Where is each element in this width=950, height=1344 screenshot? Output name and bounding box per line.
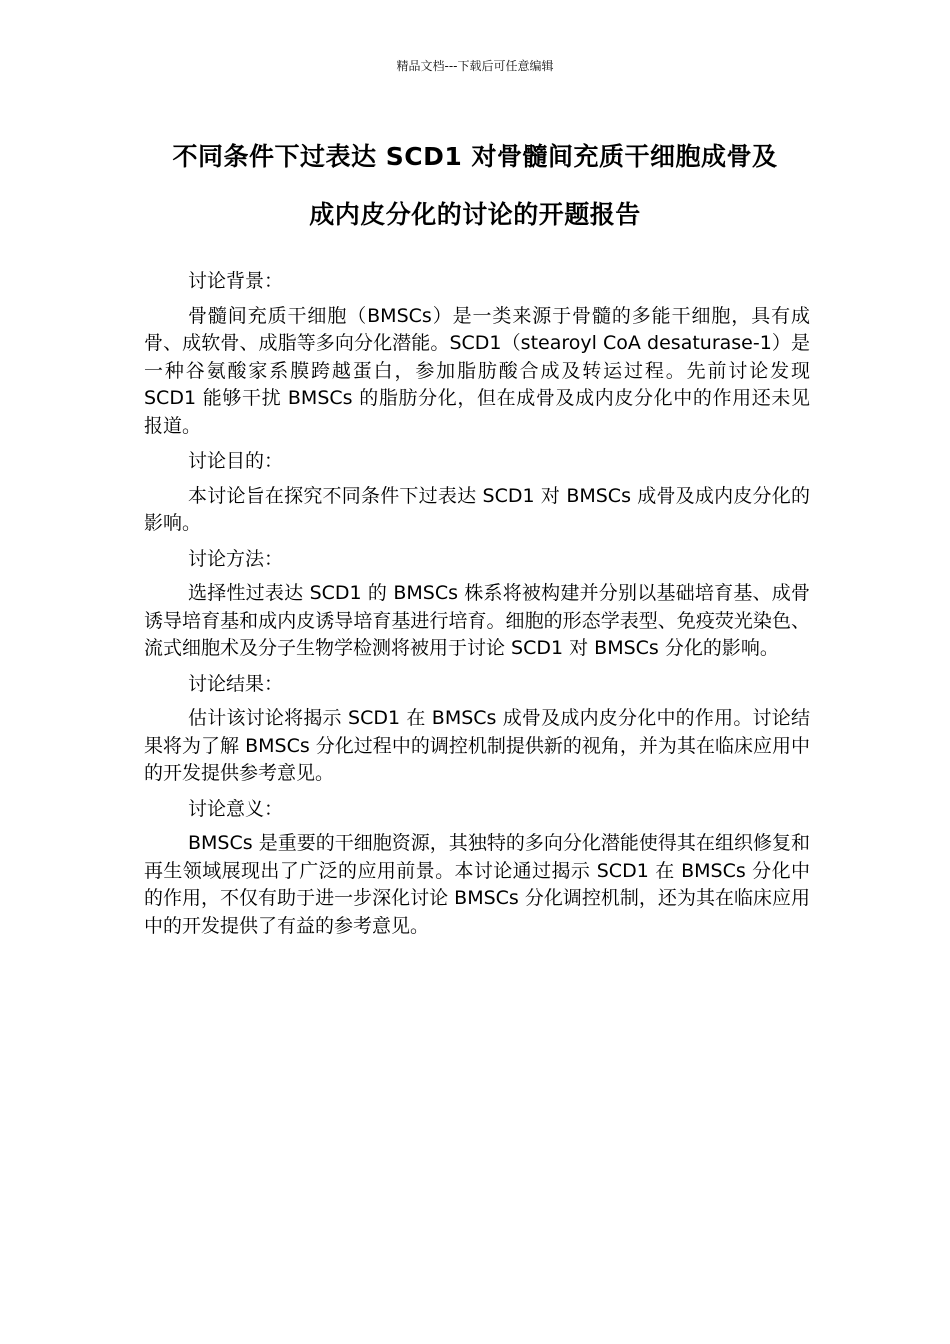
title-line-2: 成内皮分化的讨论的开题报告: [309, 200, 641, 229]
section-method: [144, 546, 810, 663]
section-heading: 讨论目的：: [188, 450, 284, 472]
section-paragraph: 骨髓间充质干细胞（BMSCs）是一类来源于骨髓的多能干细胞，具有成骨、成软骨、成脂等多向分化潜能。SCD1（stearoyl CoA desaturase-1）是一种谷氨酸家系膜跨越蛋白，参加脂肪酸合成及转运过程。先前讨论发现 SCD1 能够干扰 BMSCs 的脂肪分化，但在成骨及成内皮分化中的作用还未见报道。: [144, 304, 810, 437]
document-title: [135, 128, 815, 244]
document-body: [144, 268, 810, 948]
section-significance: [144, 796, 810, 941]
section-paragraph: BMSCs 是重要的干细胞资源，其独特的多向分化潜能使得其在组织修复和再生领域展现出了广泛的应用前景。本讨论通过揭示 SCD1 在 BMSCs 分化中的作用，不仅有助于进一步深化讨论 BMSCs 分化调控机制，还为其在临床应用中的开发提供了有益的参考意见。: [144, 832, 810, 937]
section-heading: 讨论方法：: [188, 547, 284, 570]
section-purpose: [144, 448, 810, 538]
section-results: [144, 671, 810, 788]
title-line-1: 不同条件下过表达 SCD1 对骨髓间充质干细胞成骨及: [172, 142, 778, 171]
section-heading: 讨论结果：: [188, 672, 284, 695]
section-paragraph: 估计该讨论将揭示 SCD1 在 BMSCs 成骨及成内皮分化中的作用。讨论结果将为了解 BMSCs 分化过程中的调控机制提供新的视角，并为其在临床应用中的开发提供参考意见。: [144, 707, 810, 784]
header-note: 精品文档---下载后可任意编辑: [396, 59, 554, 73]
section-paragraph: 本讨论旨在探究不同条件下过表达 SCD1 对 BMSCs 成骨及成内皮分化的影响。: [144, 484, 810, 534]
section-heading: 讨论背景：: [188, 270, 284, 292]
section-paragraph: 选择性过表达 SCD1 的 BMSCs 株系将被构建并分别以基础培育基、成骨诱导培育基和成内皮诱导培育基进行培育。细胞的形态学表型、免疫荧光染色、流式细胞术及分子生物学检测将被用于讨论 SCD1 对 BMSCs 分化的影响。: [144, 582, 810, 659]
section-background: [144, 268, 810, 440]
section-heading: 讨论意义：: [188, 797, 284, 820]
